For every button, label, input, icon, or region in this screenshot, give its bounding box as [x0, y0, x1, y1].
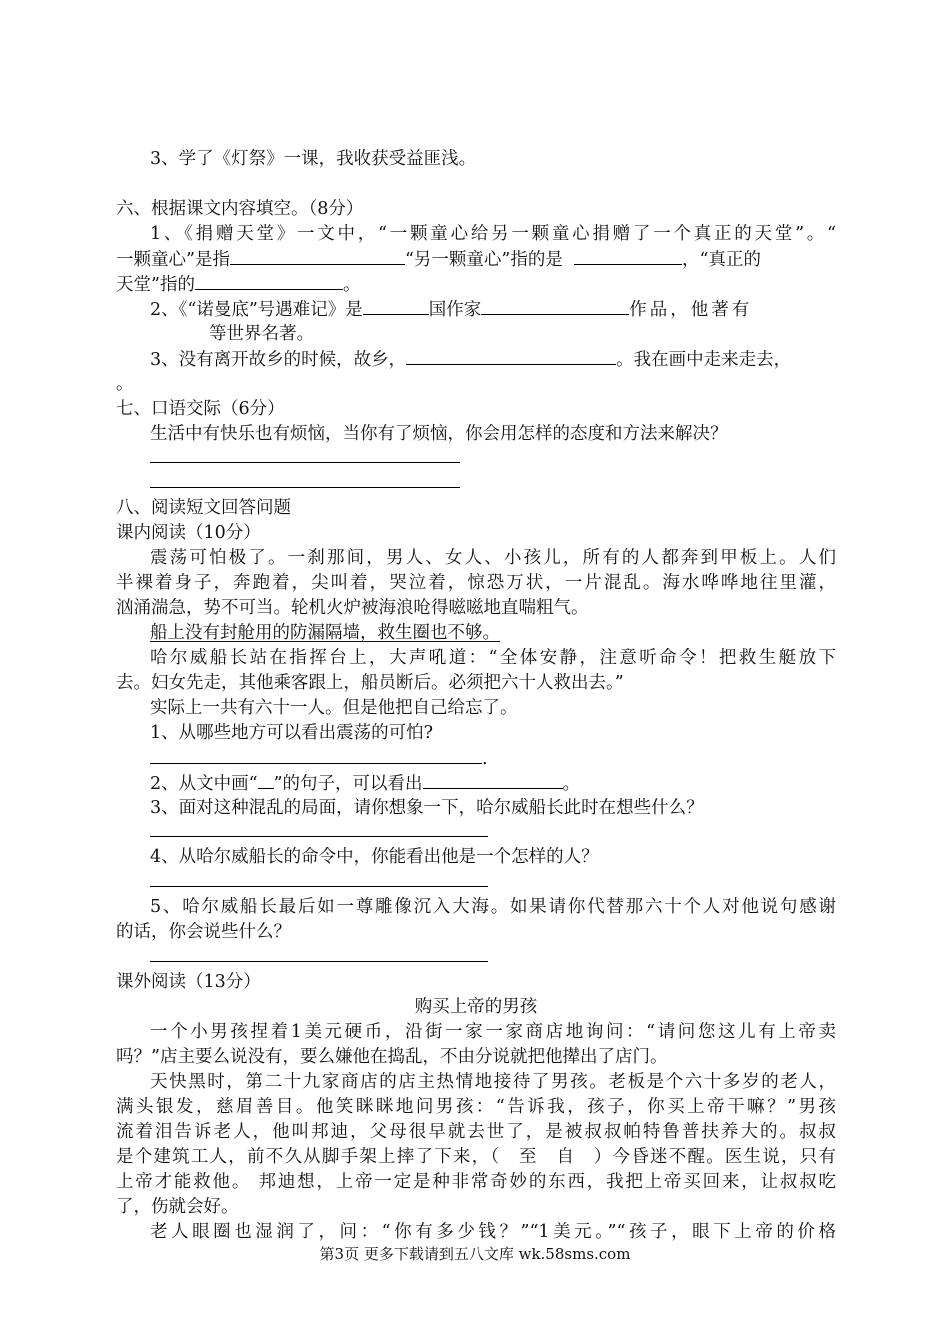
- answer-blank[interactable]: [423, 770, 563, 789]
- question-1-answer: .: [150, 745, 488, 772]
- question-4: 4、从哈尔威船长的命令中，你能看出他是一个怎样的人？: [150, 847, 599, 867]
- s6-q1-line3: 天堂”指的 。: [116, 271, 360, 298]
- page-footer: 第3页 更多下载请到五八文库 wk.58sms.com: [319, 1245, 631, 1263]
- answer-blank[interactable]: [481, 296, 629, 315]
- story-title: 购买上帝的男孩: [414, 997, 538, 1017]
- answer-line[interactable]: [150, 462, 460, 463]
- section-7-title: 七、口语交际（6分）: [116, 399, 285, 419]
- answer-blank[interactable]: [574, 246, 682, 265]
- question-5-line2: 的话，你会说些什么？: [116, 922, 291, 942]
- story-line: 上帝才能救他。 邦迪想，上帝一定是种非常奇妙的东西，我把上帝买回来，让叔叔吃: [116, 1172, 836, 1192]
- s6-q3-line2: 。: [116, 374, 134, 394]
- answer-blank[interactable]: [363, 296, 429, 315]
- item-5-3: 3、学了《灯祭》一课，我收获受益匪浅。: [150, 149, 477, 169]
- passage-line: 震荡可怕极了。一刹那间，男人、女人、小孩儿，所有的人都奔到甲板上。人们: [150, 548, 836, 568]
- story-line: 吗？”店主要么说没有，要么嫌他在捣乱，不由分说就把他撵出了店门。: [116, 1047, 668, 1067]
- s6-q1-line2: 一颗童心”是指 “另一颗童心”指的是 ，“真正的: [116, 246, 836, 273]
- underline-marker: [258, 770, 274, 789]
- story-line: 天快黑时，第二十九家商店的店主热情地接待了男孩。老板是个六十多岁的老人，: [150, 1072, 836, 1092]
- answer-blank[interactable]: [406, 346, 616, 365]
- answer-line[interactable]: [150, 836, 488, 837]
- story-line: 老人眼圈也湿润了，问：“你有多少钱？”“1美元。”“孩子，眼下上帝的价格: [150, 1222, 836, 1242]
- s7-prompt: 生活中有快乐也有烦恼，当你有了烦恼，你会用怎样的态度和方法来解决？: [150, 424, 728, 444]
- question-3: 3、面对这种混乱的局面，请你想象一下，哈尔威船长此时在想些什么？: [150, 798, 704, 818]
- story-line: 是个建筑工人，前不久从脚手架上摔了下来，（ 至 自 ）今昏迷不醒。医生说，只有: [116, 1147, 836, 1167]
- inner-reading-title: 课内阅读（10分）: [116, 523, 261, 543]
- outer-reading-title: 课外阅读（13分）: [116, 972, 261, 992]
- passage-line: 半裸着身子，奔跑着，尖叫着，哭泣着，惊恐万状，一片混乱。海水哗哗地往里灌，: [116, 573, 836, 593]
- underlined-sentence: 船上没有封舱用的防漏隔墙，救生圈也不够。: [150, 623, 500, 643]
- passage-line: 哈尔威船长站在指挥台上，大声吼道：“全体安静，注意听命令！把救生艇放下: [150, 648, 836, 668]
- s6-q2-line2: 等世界名著。: [209, 324, 314, 344]
- answer-line[interactable]: [150, 961, 488, 962]
- answer-line[interactable]: [150, 886, 488, 887]
- question-1: 1、从哪些地方可以看出震荡的可怕?: [150, 723, 434, 743]
- story-line: 了，伤就会好。: [116, 1197, 239, 1217]
- passage-line: 实际上一共有六十一人。但是他把自己给忘了。: [150, 698, 518, 718]
- question-2: 2、从文中画“ ”的句子，可以看出 。: [150, 770, 580, 797]
- section-6-title: 六、根据课文内容填空。（8分）: [116, 199, 364, 219]
- s6-q2-line1: 2、《“诺曼底”号遇难记》是 国作家 作品，他著有: [150, 296, 752, 323]
- answer-blank[interactable]: [230, 246, 405, 265]
- answer-blank[interactable]: [195, 271, 343, 290]
- answer-blank[interactable]: [150, 745, 482, 764]
- passage-line: 汹涌湍急，势不可当。轮机火炉被海浪呛得嗞嗞地直喘粗气。: [116, 598, 589, 618]
- passage-line: 去。妇女先走，其他乘客跟上，船员断后。必须把六十人救出去。”: [116, 673, 624, 693]
- section-8-title: 八、阅读短文回答问题: [116, 498, 291, 518]
- answer-line[interactable]: [150, 487, 460, 488]
- story-line: 一个小男孩捏着1美元硬币，沿街一家一家商店地询问：“请问您这儿有上帝卖: [150, 1022, 836, 1042]
- s6-q3-line1: 3、没有离开故乡的时候，故乡， 。我在画中走来走去，: [150, 346, 791, 373]
- question-5-line1: 5、哈尔威船长最后如一尊雕像沉入大海。如果请你代替那六十个人对他说句感谢: [150, 897, 836, 917]
- story-line: 流着泪告诉老人，他叫邦迪，父母很早就去世了，是被叔叔帕特鲁普扶养大的。叔叔: [116, 1122, 836, 1142]
- story-line: 满头银发，慈眉善目。他笑眯眯地问男孩：“告诉我，孩子，你买上帝干嘛？”男孩: [116, 1097, 836, 1117]
- s6-q1-line1: 1、《捐赠天堂》一文中，“一颗童心给另一颗童心捐赠了一个真正的天堂”。“: [150, 224, 836, 244]
